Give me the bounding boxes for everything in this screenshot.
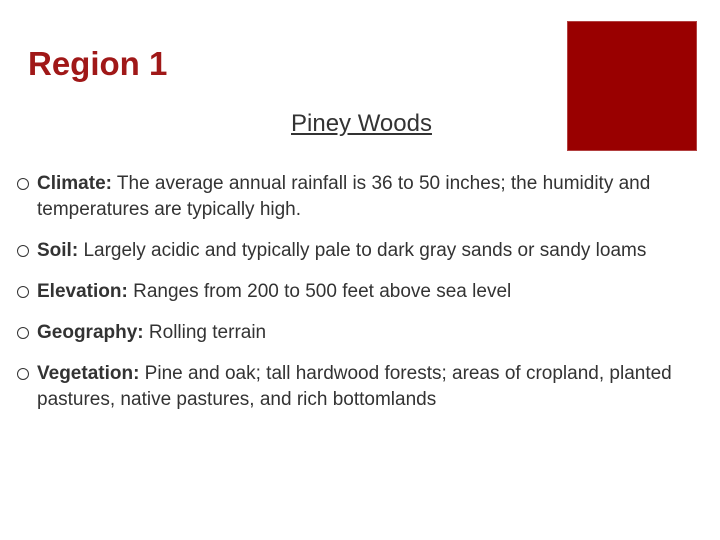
slide-subtitle: Piney Woods bbox=[291, 110, 432, 137]
bullet-term: Vegetation: bbox=[37, 363, 140, 384]
bullet-term: Soil: bbox=[37, 240, 79, 261]
hollow-circle-bullet-icon bbox=[17, 327, 29, 339]
slide-title: Region 1 bbox=[28, 45, 168, 82]
bullet-item-geography bbox=[16, 320, 696, 346]
bullet-text: Largely acidic and typically pale to dark gray sands or sandy loams bbox=[78, 240, 647, 261]
bullet-item-climate bbox=[16, 171, 696, 223]
bullet-text: Rolling terrain bbox=[143, 322, 267, 343]
bullet-item-elevation bbox=[16, 279, 696, 305]
bullet-item-soil bbox=[16, 238, 696, 264]
accent-block bbox=[567, 21, 697, 151]
bullet-list bbox=[16, 171, 696, 428]
bullet-item-vegetation bbox=[16, 361, 696, 413]
bullet-term: Geography: bbox=[37, 322, 144, 343]
hollow-circle-bullet-icon bbox=[17, 245, 29, 257]
bullet-text: The average annual rainfall is 36 to 50 inches; the humidity and temperatures are typically high. bbox=[37, 173, 651, 220]
bullet-term: Elevation: bbox=[37, 281, 128, 302]
bullet-text: Pine and oak; tall hardwood forests; areas of cropland, planted pastures, native pastures, and rich bottomlands bbox=[37, 363, 672, 410]
bullet-term: Climate: bbox=[37, 173, 112, 194]
bullet-text: Ranges from 200 to 500 feet above sea level bbox=[127, 281, 512, 302]
hollow-circle-bullet-icon bbox=[17, 368, 29, 380]
hollow-circle-bullet-icon bbox=[17, 286, 29, 298]
hollow-circle-bullet-icon bbox=[17, 178, 29, 190]
